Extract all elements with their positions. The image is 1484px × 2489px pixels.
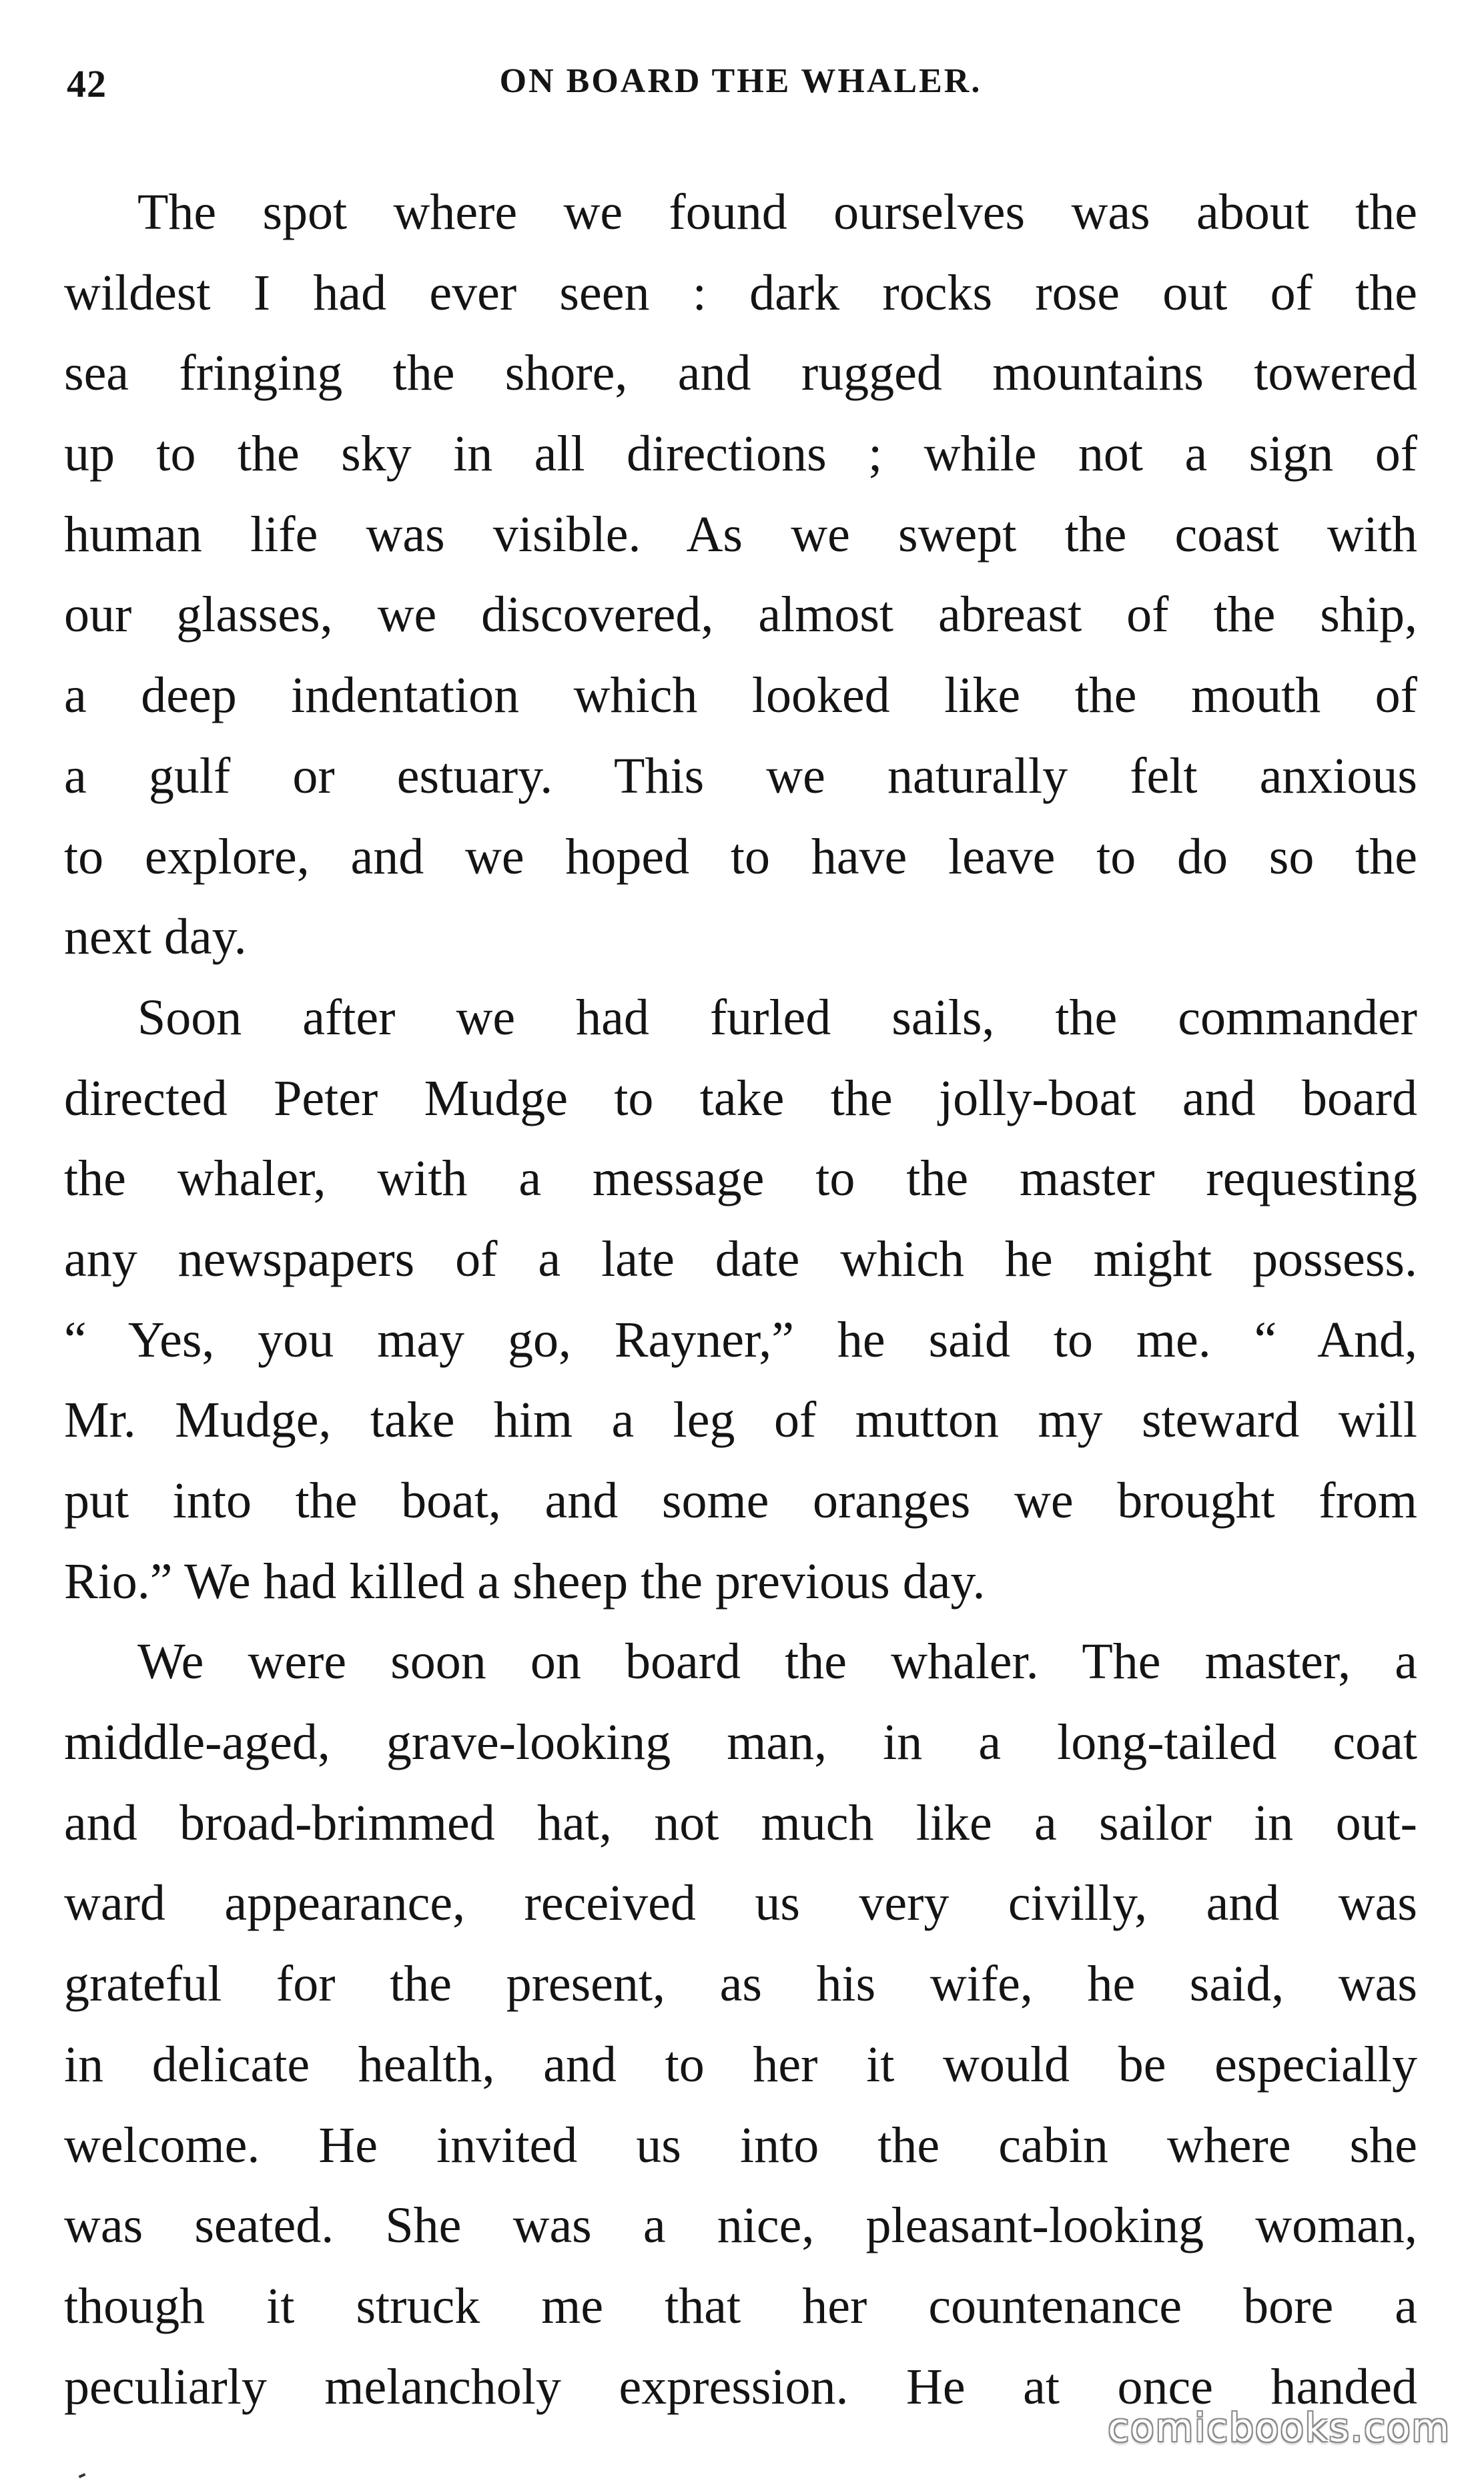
text-line: the whaler, with a message to the master requesting — [64, 1150, 1417, 1207]
text-line: grateful for the present, as his wife, he said, was — [64, 1956, 1417, 2013]
running-head — [67, 61, 1415, 115]
text-line: Soon after we had furled sails, the commander — [137, 989, 1417, 1046]
text-line: human life was visible. As we swept the coast with — [64, 506, 1417, 563]
text-line: in delicate health, and to her it would be especially — [64, 2036, 1417, 2093]
text-line: though it struck me that her countenance bore a — [64, 2277, 1417, 2334]
text-line: a deep indentation which looked like the mouth of — [64, 667, 1417, 724]
page-number: 42 — [67, 62, 107, 105]
text-line: Mr. Mudge, take him a leg of mutton my steward will — [64, 1392, 1417, 1449]
text-line: to explore, and we hoped to have leave to do so the — [64, 828, 1417, 885]
text-line: wildest I had ever seen : dark rocks rose out of the — [64, 264, 1417, 321]
text-line: directed Peter Mudge to take the jolly-boat and board — [64, 1070, 1417, 1126]
text-line: Rio.” We had killed a sheep the previous day. — [64, 1553, 986, 1610]
text-line: put into the boat, and some oranges we brought from — [64, 1473, 1417, 1529]
running-title: ON BOARD THE WHALER. — [499, 62, 982, 100]
text-line: sea fringing the shore, and rugged mountains towered — [64, 345, 1417, 402]
text-line: We were soon on board the whaler. The master, a — [137, 1634, 1417, 1690]
text-line: ward appearance, received us very civilly, and was — [64, 1875, 1417, 1932]
text-line: up to the sky in all directions ; while not a sign of — [64, 426, 1417, 482]
text-line: was seated. She was a nice, pleasant-looking woman, — [64, 2197, 1417, 2254]
text-line: our glasses, we discovered, almost abreast of the ship, — [64, 587, 1417, 643]
text-line: “ Yes, you may go, Rayner,” he said to me. “ And, — [64, 1311, 1417, 1368]
text-line: a gulf or estuary. This we naturally felt anxious — [64, 747, 1417, 804]
text-line: any newspapers of a late date which he might possess. — [64, 1230, 1417, 1287]
ink-speck — [79, 2473, 86, 2478]
text-line: peculiarly melancholy expression. He at once handed — [64, 2358, 1417, 2415]
text-line: welcome. He invited us into the cabin where she — [64, 2117, 1417, 2173]
site-watermark: comicbooks.com — [1108, 2405, 1451, 2450]
text-line: and broad-brimmed hat, not much like a sailor in out- — [64, 1794, 1417, 1851]
text-line: middle-aged, grave-looking man, in a long-tailed coat — [64, 1714, 1417, 1771]
body-text — [64, 172, 1417, 2427]
text-line: The spot where we found ourselves was about the — [137, 184, 1417, 240]
text-line: next day. — [64, 909, 247, 966]
